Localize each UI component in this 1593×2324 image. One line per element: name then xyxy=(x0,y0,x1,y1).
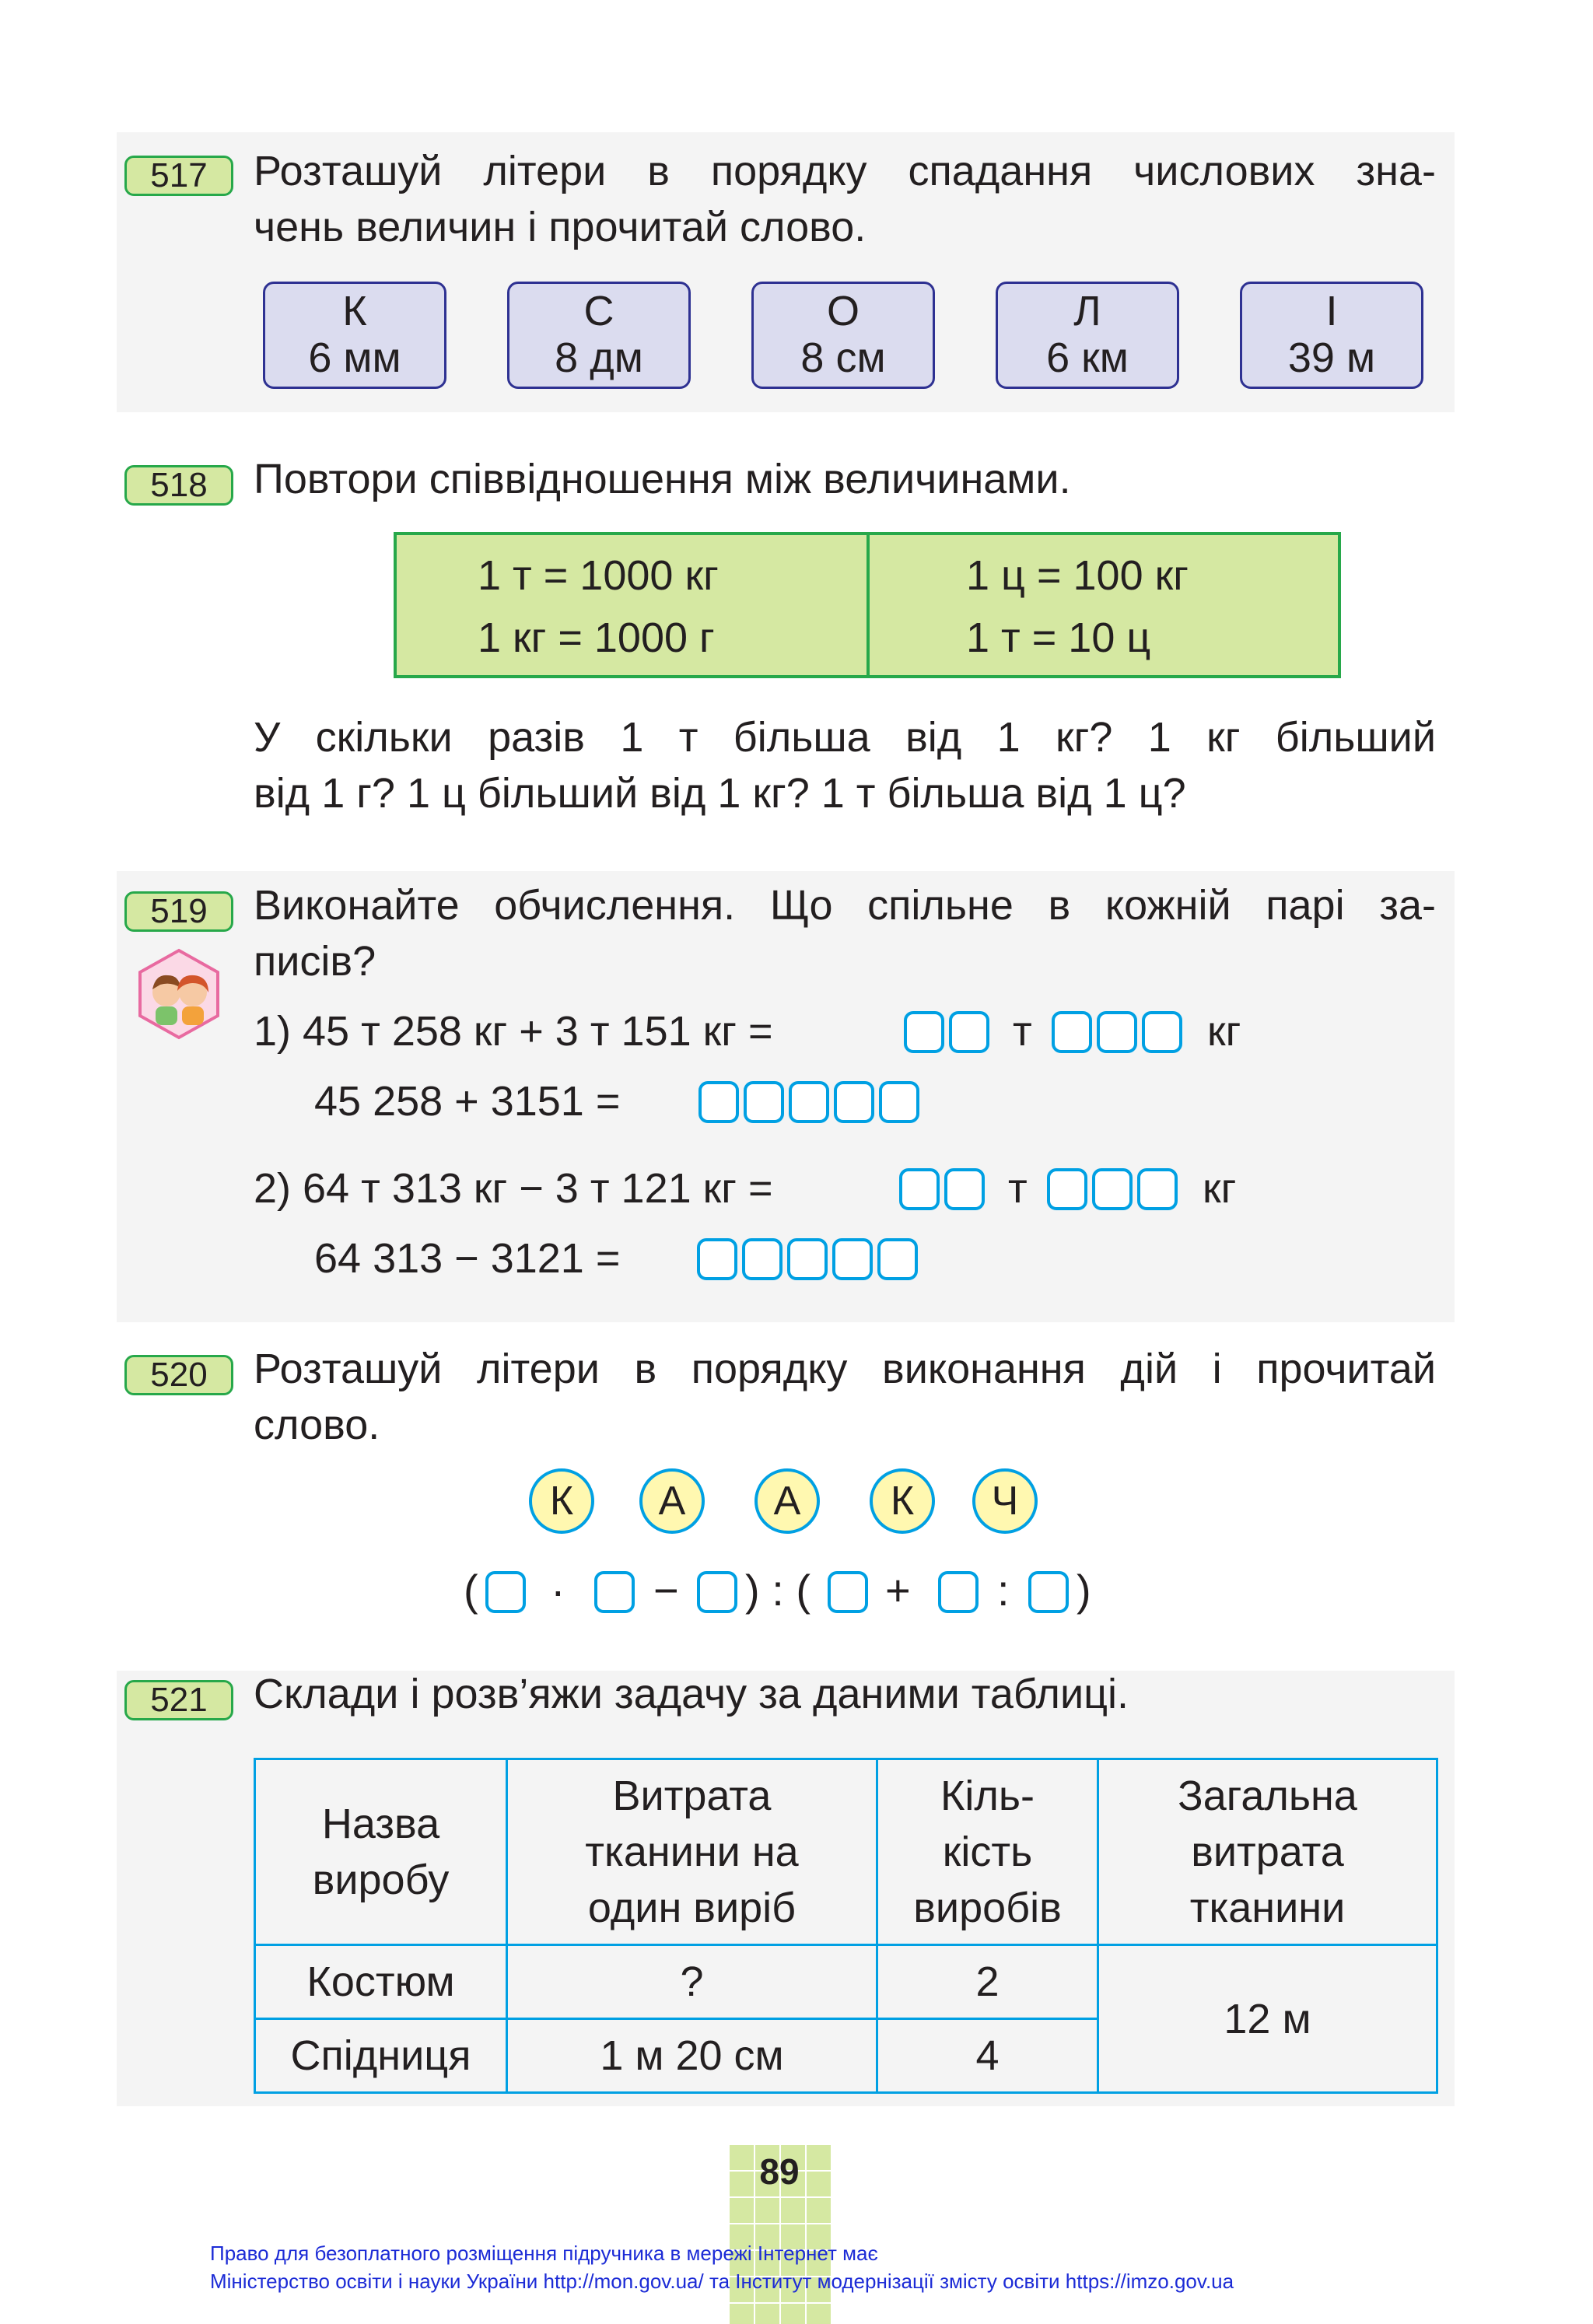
answer-box[interactable] xyxy=(944,1168,985,1210)
exercise-number-519: 519 xyxy=(124,891,233,932)
ratio-c-kg: 1 ц = 100 кг xyxy=(966,552,1189,599)
unit-kg: кг xyxy=(1207,1008,1241,1055)
exercise-520-text-line2: слово. xyxy=(254,1402,380,1448)
divide-sign: : xyxy=(997,1566,1010,1615)
calc-row2-numeric: 64 313 − 3121 = xyxy=(314,1235,621,1282)
answer-box[interactable] xyxy=(1142,1011,1182,1053)
card-value: 39 м xyxy=(1287,334,1376,381)
header-total-fabric: Загальна витрата тканини xyxy=(1098,1759,1437,1945)
answer-box[interactable] xyxy=(787,1238,828,1280)
answer-box[interactable] xyxy=(877,1238,918,1280)
ratio-t-c: 1 т = 10 ц xyxy=(966,614,1151,661)
cell-per-item: ? xyxy=(507,1945,877,2019)
answer-box[interactable] xyxy=(789,1081,829,1123)
data-table xyxy=(254,1758,1438,2094)
unit-tons: т xyxy=(1013,1008,1032,1055)
cell-per-item: 1 м 20 см xyxy=(507,2019,877,2093)
card-value: 6 км xyxy=(1046,334,1129,381)
header-item-count: Кіль- кість виробів xyxy=(877,1759,1098,1945)
letter-slot-1[interactable] xyxy=(485,1571,526,1613)
answer-box[interactable] xyxy=(1137,1168,1178,1210)
answer-box[interactable] xyxy=(832,1238,873,1280)
exercise-519-text-line1: Виконайте обчислення. Що спільне в кожній парі за- xyxy=(254,882,1436,929)
minus-sign: − xyxy=(653,1566,679,1615)
page-number-tab xyxy=(728,2144,831,2324)
unit-card-l xyxy=(996,282,1179,389)
unit-card-s xyxy=(507,282,691,389)
card-letter: Л xyxy=(1073,288,1101,334)
calc-row2-named: 2) 64 т 313 кг − 3 т 121 кг = xyxy=(254,1165,773,1212)
ratio-t-kg: 1 т = 1000 кг xyxy=(478,552,719,599)
unit-kg: кг xyxy=(1203,1165,1237,1212)
answer-boxes-row2-kg[interactable] xyxy=(1047,1168,1182,1210)
exercise-517-text-line1: Розташуй літери в порядку спадання числових зна- xyxy=(254,148,1436,194)
exercise-518-question-line2: від 1 г? 1 ц більший від 1 кг? 1 т більша від 1 ц? xyxy=(254,770,1186,817)
letter-slot-3[interactable] xyxy=(697,1571,737,1613)
letter-slot-4[interactable] xyxy=(828,1571,868,1613)
cell-total: 12 м xyxy=(1098,1945,1437,2093)
table-row xyxy=(255,1945,1437,2019)
ratio-kg-g: 1 кг = 1000 г xyxy=(478,614,715,661)
letter-circle-k: К xyxy=(870,1468,935,1534)
calc-row1-numeric: 45 258 + 3151 = xyxy=(314,1078,621,1125)
letter-slot-6[interactable] xyxy=(1028,1571,1069,1613)
exercise-521-text: Склади і розв’яжи задачу за даними таблиці. xyxy=(254,1671,1129,1717)
exercise-518-question-line1: У скільки разів 1 т більша від 1 кг? 1 кг більший xyxy=(254,714,1436,761)
letter-circle-ch: Ч xyxy=(972,1468,1038,1534)
exercise-number-518: 518 xyxy=(124,465,233,506)
answer-boxes-row1-kg[interactable] xyxy=(1052,1011,1187,1053)
answer-box[interactable] xyxy=(1097,1011,1137,1053)
letter-circle-k: К xyxy=(529,1468,594,1534)
plus-sign: + xyxy=(885,1566,911,1615)
answer-box[interactable] xyxy=(1092,1168,1133,1210)
cell-count: 2 xyxy=(877,1945,1098,2019)
answer-box[interactable] xyxy=(1052,1011,1092,1053)
answer-boxes-row1-numeric[interactable] xyxy=(698,1081,924,1123)
cell-count: 4 xyxy=(877,2019,1098,2093)
unit-card-i xyxy=(1240,282,1423,389)
cell-name: Спідниця xyxy=(255,2019,507,2093)
exercise-number-517: 517 xyxy=(124,156,233,196)
answer-boxes-row2-numeric[interactable] xyxy=(697,1238,923,1280)
letter-circle-a: А xyxy=(754,1468,820,1534)
letter-slot-2[interactable] xyxy=(594,1571,635,1613)
answer-box[interactable] xyxy=(742,1238,782,1280)
open-paren: ( xyxy=(464,1566,478,1615)
header-fabric-per-item: Витрата тканини на один виріб xyxy=(507,1759,877,1945)
page-number: 89 xyxy=(759,2151,800,2192)
exercise-number-521: 521 xyxy=(124,1680,233,1720)
ratio-table xyxy=(394,532,1341,678)
calc-row1-named: 1) 45 т 258 кг + 3 т 151 кг = xyxy=(254,1008,773,1055)
answer-box[interactable] xyxy=(698,1081,739,1123)
exercise-518-text: Повтори співвідношення між величинами. xyxy=(254,456,1071,502)
card-value: 8 см xyxy=(800,334,886,381)
answer-box[interactable] xyxy=(834,1081,874,1123)
card-letter: К xyxy=(342,288,367,334)
cell-name: Костюм xyxy=(255,1945,507,2019)
answer-box[interactable] xyxy=(697,1238,737,1280)
ratio-divider xyxy=(867,535,870,675)
ratio-left xyxy=(478,544,719,684)
letter-circle-a: А xyxy=(639,1468,705,1534)
answer-box[interactable] xyxy=(899,1168,940,1210)
answer-boxes-row2-tons[interactable] xyxy=(899,1168,989,1210)
card-value: 6 мм xyxy=(308,334,401,381)
card-letter: О xyxy=(826,288,860,334)
multiply-sign: · xyxy=(551,1566,565,1615)
card-letter: І xyxy=(1325,288,1338,334)
unit-card-o xyxy=(751,282,935,389)
answer-box[interactable] xyxy=(744,1081,784,1123)
unit-tons: т xyxy=(1008,1165,1028,1212)
exercise-number-520: 520 xyxy=(124,1355,233,1395)
answer-box[interactable] xyxy=(879,1081,919,1123)
close-paren: ) xyxy=(1077,1566,1091,1615)
header-product-name: Назва виробу xyxy=(255,1759,507,1945)
ratio-right xyxy=(966,544,1189,684)
close-divide-open: ) : ( xyxy=(745,1566,811,1615)
card-letter: С xyxy=(583,288,614,334)
footer-rights-line2: Міністерство освіти і науки України http://mon.gov.ua/ та Інститут модернізації змісту освіти https://imzo.gov.ua xyxy=(210,2270,1234,2293)
footer-rights-line1: Право для безоплатного розміщення підручника в мережі Інтернет має xyxy=(210,2242,878,2265)
exercise-519-text-line2: писів? xyxy=(254,938,376,985)
unit-card-k xyxy=(263,282,446,389)
letter-slot-5[interactable] xyxy=(938,1571,979,1613)
card-value: 8 дм xyxy=(555,334,643,381)
answer-box[interactable] xyxy=(949,1011,989,1053)
pair-work-icon xyxy=(132,947,226,1041)
exercise-517-text-line2: чень величин і прочитай слово. xyxy=(254,204,867,250)
answer-box[interactable] xyxy=(1047,1168,1087,1210)
exercise-520-text-line1: Розташуй літери в порядку виконання дій і прочитай xyxy=(254,1346,1436,1392)
answer-boxes-row1-tons[interactable] xyxy=(904,1011,994,1053)
answer-box[interactable] xyxy=(904,1011,944,1053)
